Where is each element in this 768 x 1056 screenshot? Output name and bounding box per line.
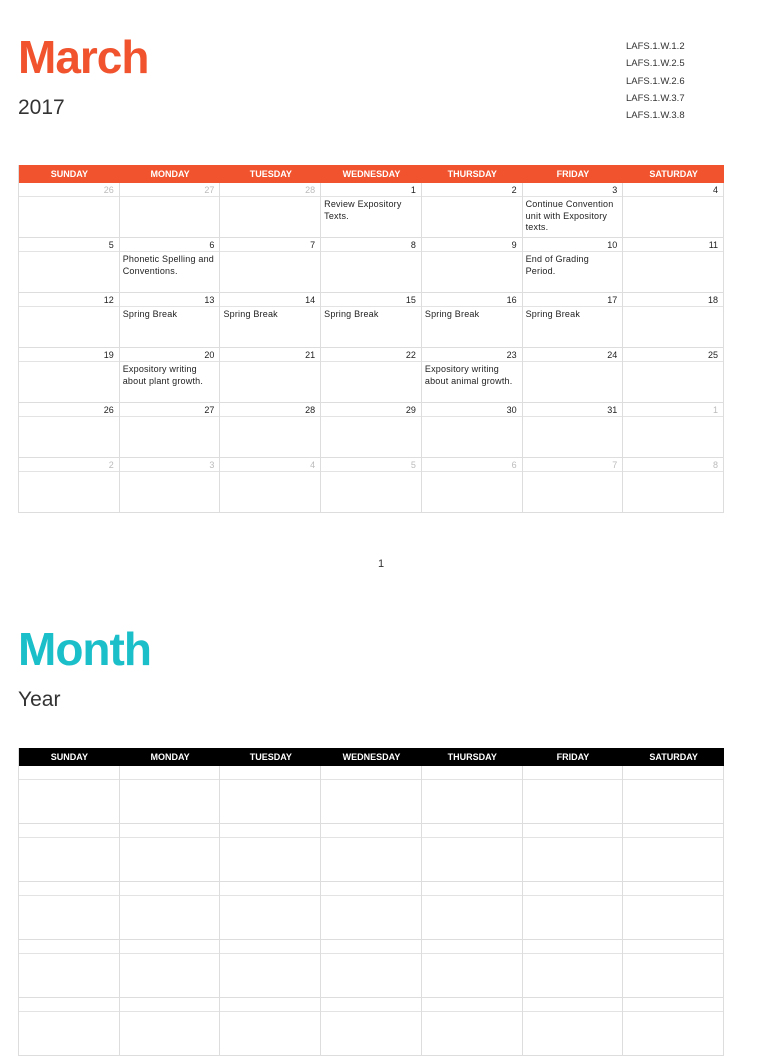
- day-number: [523, 882, 623, 896]
- day-cell[interactable]: [321, 998, 422, 1056]
- day-number: [19, 882, 119, 896]
- day-cell[interactable]: [220, 998, 321, 1056]
- day-number: [623, 766, 723, 780]
- day-number: [623, 998, 723, 1012]
- day-number: 4: [623, 183, 723, 197]
- day-number: [422, 824, 522, 838]
- day-number: 1: [321, 183, 421, 197]
- day-number: 8: [321, 238, 421, 252]
- day-note: Spring Break: [122, 309, 178, 319]
- day-cell[interactable]: [220, 458, 321, 513]
- day-cell[interactable]: [19, 348, 120, 403]
- day-number: 25: [623, 348, 723, 362]
- day-cell[interactable]: [220, 183, 321, 238]
- day-note: Review Expository Texts.: [324, 199, 402, 221]
- day-cell[interactable]: [422, 458, 523, 513]
- day-cell[interactable]: [623, 882, 724, 940]
- day-number: [623, 824, 723, 838]
- weekday-label: FRIDAY: [556, 752, 590, 762]
- day-cell[interactable]: [220, 238, 321, 293]
- calendar-week-row: [19, 238, 724, 293]
- day-cell[interactable]: [321, 348, 422, 403]
- day-cell[interactable]: [220, 348, 321, 403]
- day-number: 5: [19, 238, 119, 252]
- calendar-month-title: March: [18, 31, 149, 83]
- calendar-week-row: [19, 940, 724, 998]
- day-number: 3: [120, 458, 220, 472]
- day-cell[interactable]: [623, 458, 724, 513]
- day-cell[interactable]: [220, 403, 321, 458]
- day-cell[interactable]: [523, 882, 624, 940]
- standard-item: LAFS.1.W.1.2: [626, 41, 685, 52]
- day-number: [220, 824, 320, 838]
- day-note: Expository writing about animal growth.: [424, 364, 513, 386]
- day-number: [523, 824, 623, 838]
- day-number: [321, 998, 421, 1012]
- day-cell[interactable]: [321, 238, 422, 293]
- day-number: 26: [19, 183, 119, 197]
- day-note: Spring Break: [223, 309, 278, 319]
- calendar-week-row: [19, 766, 724, 824]
- day-number: [623, 882, 723, 896]
- march-calendar-grid: [18, 165, 724, 513]
- day-cell[interactable]: [422, 183, 523, 238]
- template-year: Year: [18, 688, 61, 711]
- day-number: 23: [422, 348, 522, 362]
- day-cell[interactable]: [422, 238, 523, 293]
- day-cell[interactable]: [120, 998, 221, 1056]
- day-number: [220, 882, 320, 896]
- day-number: [220, 940, 320, 954]
- day-number: [120, 940, 220, 954]
- day-cell[interactable]: [19, 824, 120, 882]
- day-number: [19, 824, 119, 838]
- day-number: 14: [220, 293, 320, 307]
- day-number: 5: [321, 458, 421, 472]
- day-cell[interactable]: [220, 940, 321, 998]
- day-number: 31: [523, 403, 623, 417]
- day-number: [422, 998, 522, 1012]
- day-number: 12: [19, 293, 119, 307]
- day-cell[interactable]: [523, 183, 624, 238]
- day-number: 2: [19, 458, 119, 472]
- day-number: [523, 766, 623, 780]
- day-number: 18: [623, 293, 723, 307]
- day-number: 26: [19, 403, 119, 417]
- standard-item: LAFS.1.W.3.8: [626, 110, 685, 122]
- day-cell[interactable]: [120, 238, 221, 293]
- calendar-year: 2017: [18, 96, 65, 119]
- weekday-label: TUESDAY: [249, 752, 292, 762]
- day-number: 11: [623, 238, 723, 252]
- calendar-week-row: [19, 882, 724, 940]
- day-number: [523, 940, 623, 954]
- day-number: [321, 940, 421, 954]
- weekday-label: WEDNESDAY: [342, 169, 401, 179]
- day-cell[interactable]: [422, 940, 523, 998]
- day-number: 1: [623, 403, 723, 417]
- calendar-week-row: [19, 183, 724, 238]
- day-cell[interactable]: [19, 183, 120, 238]
- weekday-header: [19, 748, 724, 766]
- day-number: 13: [120, 293, 220, 307]
- day-note: Expository writing about plant growth.: [122, 364, 204, 386]
- day-number: [321, 882, 421, 896]
- day-number: 3: [523, 183, 623, 197]
- day-number: 17: [523, 293, 623, 307]
- day-note: Spring Break: [424, 309, 480, 319]
- weekday-label: SATURDAY: [649, 169, 698, 179]
- day-number: 21: [220, 348, 320, 362]
- day-note: End of Grading Period.: [525, 254, 589, 276]
- day-number: [523, 998, 623, 1012]
- day-cell[interactable]: [422, 824, 523, 882]
- day-cell[interactable]: [523, 824, 624, 882]
- day-cell[interactable]: [321, 940, 422, 998]
- day-cell[interactable]: [523, 348, 624, 403]
- weekday-label: THURSDAY: [447, 752, 497, 762]
- day-number: [422, 940, 522, 954]
- day-cell[interactable]: [321, 183, 422, 238]
- day-cell[interactable]: [19, 293, 120, 348]
- day-cell[interactable]: [623, 998, 724, 1056]
- calendar-week-row: [19, 403, 724, 458]
- day-cell[interactable]: [422, 998, 523, 1056]
- weekday-label: MONDAY: [150, 169, 190, 179]
- day-cell[interactable]: [623, 183, 724, 238]
- day-cell[interactable]: [623, 238, 724, 293]
- day-number: 9: [422, 238, 522, 252]
- day-number: [120, 766, 220, 780]
- day-number: 15: [321, 293, 421, 307]
- standards-list: [626, 38, 685, 124]
- day-cell[interactable]: [321, 882, 422, 940]
- day-cell[interactable]: [220, 293, 321, 348]
- day-number: 2: [422, 183, 522, 197]
- calendar-week-row: [19, 348, 724, 403]
- day-number: 7: [220, 238, 320, 252]
- day-cell[interactable]: [120, 348, 221, 403]
- day-number: 22: [321, 348, 421, 362]
- day-number: 24: [523, 348, 623, 362]
- day-cell[interactable]: [523, 766, 624, 824]
- day-cell[interactable]: [120, 940, 221, 998]
- day-number: 7: [523, 458, 623, 472]
- day-cell[interactable]: [19, 458, 120, 513]
- day-number: 27: [120, 183, 220, 197]
- template-month-title: Month: [18, 623, 151, 675]
- day-number: [422, 766, 522, 780]
- day-cell[interactable]: [623, 293, 724, 348]
- day-note: Continue Convention unit with Expository texts.: [525, 199, 614, 232]
- weekday-label: SUNDAY: [50, 169, 88, 179]
- day-number: 30: [422, 403, 522, 417]
- day-cell[interactable]: [321, 458, 422, 513]
- day-number: [623, 940, 723, 954]
- day-note: Spring Break: [324, 309, 379, 319]
- day-cell[interactable]: [623, 824, 724, 882]
- day-cell[interactable]: [19, 766, 120, 824]
- day-number: [321, 824, 421, 838]
- day-number: [220, 766, 320, 780]
- day-cell[interactable]: [623, 940, 724, 998]
- day-cell[interactable]: [120, 458, 221, 513]
- day-number: [422, 882, 522, 896]
- day-cell[interactable]: [523, 940, 624, 998]
- standard-item: LAFS.1.W.2.6: [626, 75, 685, 87]
- standard-item: LAFS.1.W.2.5: [626, 58, 685, 70]
- day-cell[interactable]: [623, 348, 724, 403]
- day-cell[interactable]: [220, 824, 321, 882]
- standard-item: LAFS.1.W.3.7: [626, 92, 685, 104]
- day-cell[interactable]: [422, 348, 523, 403]
- day-cell[interactable]: [523, 998, 624, 1056]
- weekday-label: SATURDAY: [649, 752, 698, 762]
- weekday-label: MONDAY: [150, 752, 190, 762]
- day-cell[interactable]: [523, 403, 624, 458]
- page-number: 1: [378, 558, 385, 570]
- day-number: [120, 824, 220, 838]
- day-number: 6: [120, 238, 220, 252]
- day-cell[interactable]: [321, 403, 422, 458]
- day-cell[interactable]: [120, 293, 221, 348]
- day-number: 27: [120, 403, 220, 417]
- weekday-label: WEDNESDAY: [342, 752, 401, 762]
- day-number: 19: [19, 348, 119, 362]
- day-number: [120, 998, 220, 1012]
- day-number: 28: [220, 183, 320, 197]
- day-cell[interactable]: [523, 458, 624, 513]
- day-note: Phonetic Spelling and Conventions.: [122, 254, 214, 276]
- weekday-header: [19, 165, 724, 183]
- day-cell[interactable]: [523, 238, 624, 293]
- day-number: [19, 940, 119, 954]
- day-cell[interactable]: [422, 293, 523, 348]
- day-number: [19, 766, 119, 780]
- day-number: 28: [220, 403, 320, 417]
- day-number: [220, 998, 320, 1012]
- day-cell[interactable]: [120, 824, 221, 882]
- weekday-label: THURSDAY: [447, 169, 497, 179]
- day-cell[interactable]: [321, 766, 422, 824]
- day-cell[interactable]: [120, 183, 221, 238]
- day-cell[interactable]: [422, 403, 523, 458]
- day-cell[interactable]: [19, 940, 120, 998]
- day-cell[interactable]: [220, 882, 321, 940]
- day-cell[interactable]: [422, 882, 523, 940]
- day-note: Spring Break: [525, 309, 581, 319]
- blank-calendar-grid: [18, 748, 724, 1056]
- day-cell[interactable]: [220, 766, 321, 824]
- day-cell[interactable]: [120, 882, 221, 940]
- day-number: [120, 882, 220, 896]
- day-cell[interactable]: [422, 766, 523, 824]
- weekday-label: SUNDAY: [50, 752, 88, 762]
- day-number: 4: [220, 458, 320, 472]
- day-cell[interactable]: [19, 882, 120, 940]
- day-number: 8: [623, 458, 723, 472]
- day-number: 6: [422, 458, 522, 472]
- calendar-week-row: [19, 458, 724, 513]
- day-number: 16: [422, 293, 522, 307]
- day-number: 10: [523, 238, 623, 252]
- day-cell[interactable]: [19, 238, 120, 293]
- calendar-week-row: [19, 293, 724, 348]
- day-cell[interactable]: [321, 293, 422, 348]
- day-number: [321, 766, 421, 780]
- day-cell[interactable]: [19, 998, 120, 1056]
- day-cell[interactable]: [321, 824, 422, 882]
- day-cell[interactable]: [523, 293, 624, 348]
- day-cell[interactable]: [623, 766, 724, 824]
- day-cell[interactable]: [120, 766, 221, 824]
- calendar-week-row: [19, 824, 724, 882]
- weekday-label: FRIDAY: [556, 169, 590, 179]
- day-number: [19, 998, 119, 1012]
- day-number: 20: [120, 348, 220, 362]
- calendar-week-row: [19, 998, 724, 1056]
- day-number: 29: [321, 403, 421, 417]
- day-cell[interactable]: [19, 403, 120, 458]
- day-cell[interactable]: [623, 403, 724, 458]
- weekday-label: TUESDAY: [249, 169, 292, 179]
- day-cell[interactable]: [120, 403, 221, 458]
